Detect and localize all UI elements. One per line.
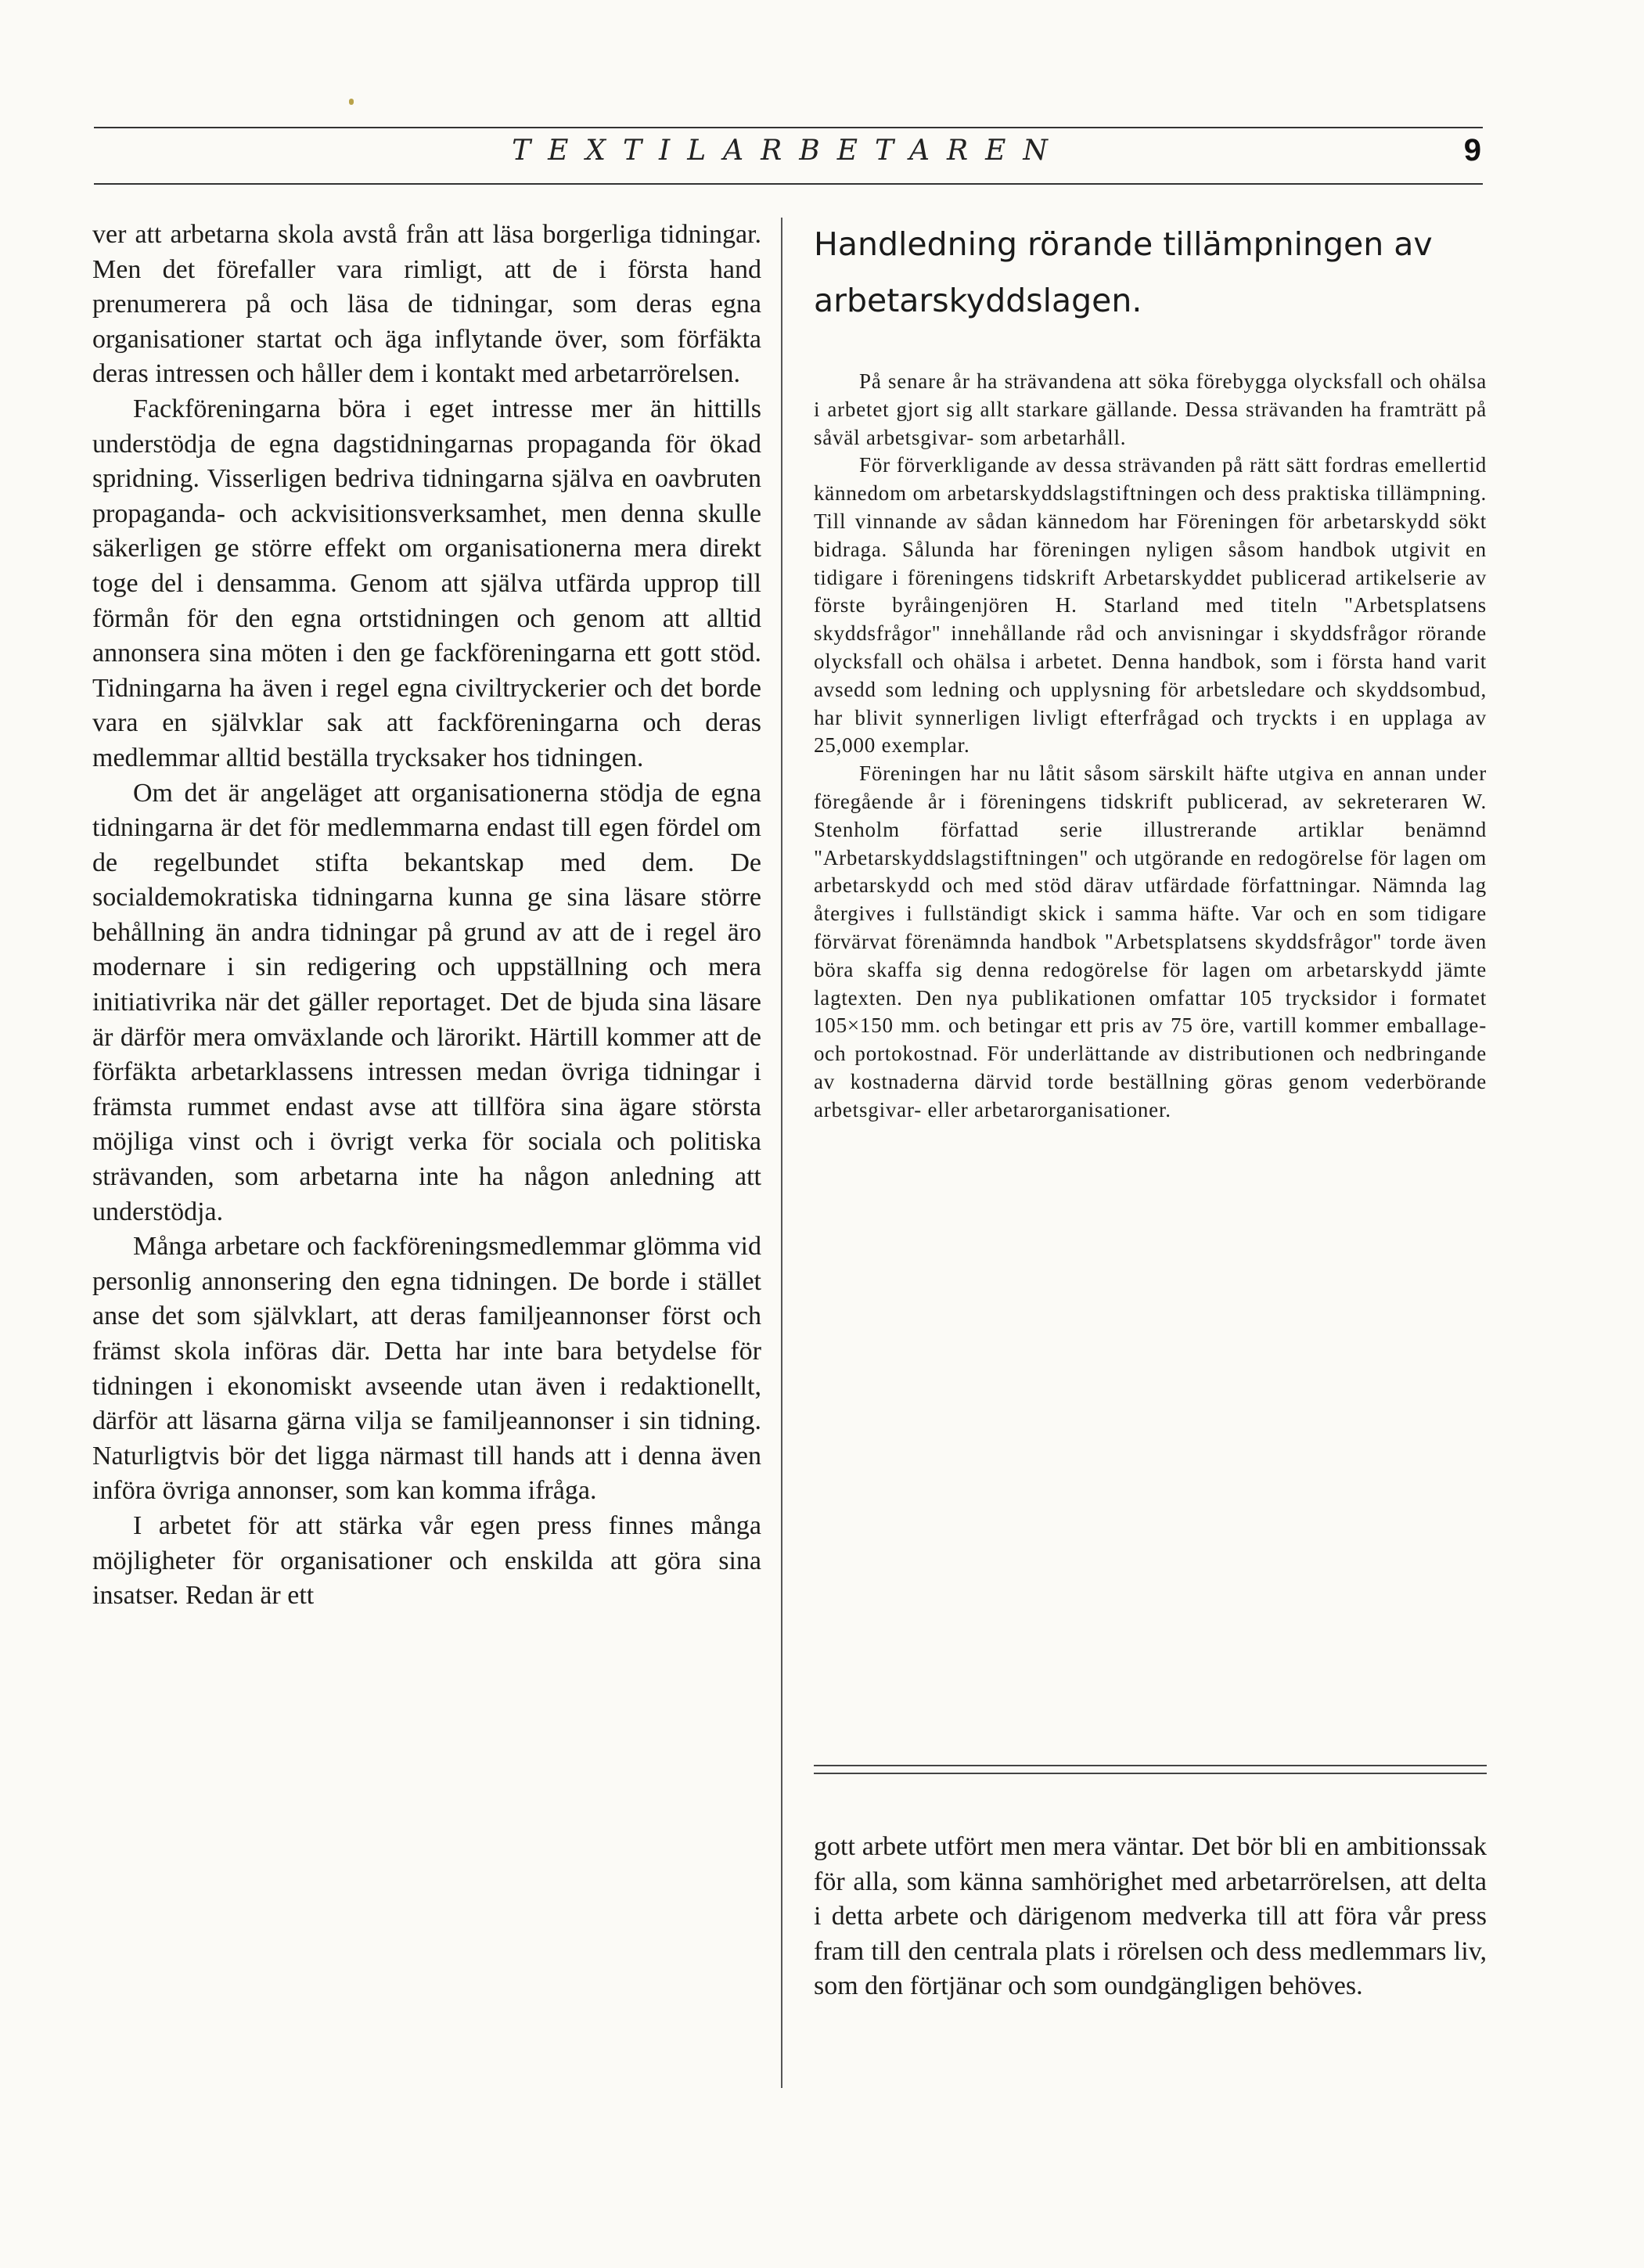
paragraph: ver att arbetarna skola avstå från att läsa borgerliga tidningar. Men det förefaller vara rimligt, att de i första hand prenumerera på och läsa de tidningar, som deras egna organisationer startat och äga inflytande över, som förfäkta deras intressen och håller dem i kontakt med arbetarrörelsen.	[92, 220, 761, 389]
paragraph: I arbetet för att stärka vår egen press finnes många möjligheter för organisationer och enskilda att göra sina insatser. Redan är ett	[92, 1510, 761, 1611]
paragraph: Fackföreningarna böra i eget intresse mer än hittills understödja de egna dagstidningarnas propaganda för ökad spridning. Visserligen bedriva tidningarna själva en oavbruten propaganda- och ackvisitionsverksamhet, men denna skulle säkerligen ge större effekt om organisationerna mera direkt toge del i densamma. Genom att själva utfärda upprop till förmån för den egna ortstidningen och genom att alltid annonsera sina möten i den ge fackföreningarna ett gott stöd. Tidningarna ha även i regel egna civiltryckerier och det borde vara en självklar sak att fackföreningarna och deras medlemmar alltid beställa trycksaker hos tidningen.	[92, 394, 761, 772]
paragraph: Många arbetare och fackföreningsmedlemmar glömma vid personlig annonsering den egna tidningen. De borde i stället anse det som självklart, att deras familjeannonser först och främst skola införas där. Detta har inte bara betydelse för tidningen i ekonomiskt avseende utan även i redaktionellt, därför att läsarna gärna vilja se familjeannonser i sin tidning. Naturligtvis bör det ligga närmast till hands att i denna även införa övriga annonser, som kan komma ifråga.	[92, 1232, 761, 1506]
ink-speck	[349, 99, 354, 105]
paragraph: På senare år ha strävandena att söka förebygga olycksfall och ohälsa i arbetet gjort sig allt starkare gällande. Dessa strävanden ha framträtt på såväl arbetsgivar- som arbetarhåll.	[814, 369, 1487, 449]
page-number: 9	[1463, 133, 1481, 167]
column-divider	[781, 218, 782, 2088]
left-column	[92, 218, 761, 1614]
paragraph: Föreningen har nu låtit såsom särskilt häfte utgiva en annan under föregående år i föreningens tidskrift publicerad, av sekreteraren W. Stenholm författad serie illustrerande artiklar benämnd "Arbetarskyddslagstiftningen" och utgörande en redogörelse för lagen om arbetarskydd och med stöd därav utfärdade författningar. Nämnda lag återgives i fullständigt skick i samma häfte. Var och en som tidigare förvärvat förenämnda handbok "Arbetsplatsens skyddsfrågor" torde även böra skaffa sig denna redogörelse för lagen om arbetarskydd jämte lagtexten. Den nya publikationen omfattar 105 trycksidor i formatet 105×150 mm. och betingar ett pris av 75 öre, vartill kommer emballage- och portokostnad. För underlättande av distributionen och nedbringande av kostnaderna därvid torde beställning göras genom vederbörande arbetsgivar- eller arbetarorganisationer.	[814, 761, 1487, 1121]
page-header	[94, 127, 1483, 185]
article-body	[814, 368, 1487, 1125]
paragraph: Om det är angeläget att organisationerna stödja de egna tidningarna är det för medlemmarna endast till egen fördel om de regelbundet stifta bekantskap med dem. De socialdemokratiska tidningarna kunna ge sina läsare större behållning än andra tidningar på grund av att de i regel äro modernare i sin redigering och uppställning och mera initiativrika när det gäller reportaget. Det de bjuda sina läsare är därför mera omväxlande och lärorikt. Härtill kommer att de förfäkta arbetarklassens intressen medan övriga tidningar i främsta rummet endast avse att tillföra sina ägare största möjliga vinst och i övrigt verka för sociala och politiska strävanden, som arbetarna inte ha någon anledning att understödja.	[92, 778, 761, 1226]
continuation-column	[814, 1830, 1487, 2004]
paragraph: gott arbete utfört men mera väntar. Det bör bli en ambitionssak för alla, som känna samhörighet med arbetarrörelsen, att delta i detta arbete och därigenom medverka till att föra vår press fram till den centrala plats i rörelsen och dess medlemmars liv, som den förtjänar och som oundgängligen behöves.	[814, 1832, 1487, 2001]
section-divider	[814, 1765, 1487, 1774]
publication-title: TEXTILARBETAREN	[512, 135, 1065, 167]
paragraph: För förverkligande av dessa strävanden på rätt sätt fordras emellertid kännedom om arbetarskyddslagstiftningen och dess praktiska tillämpning. Till vinnande av sådan kännedom har Föreningen för arbetarskydd sökt bidraga. Sålunda har föreningen nyligen såsom handbok utgivit en tidigare i föreningens tidskrift Arbetarskyddet publicerad artikelserie av förste byråingenjören H. Starland med titeln "Arbetsplatsens skyddsfrågor" innehållande råd och anvisningar i skyddsfrågor rörande olycksfall och ohälsa i arbetet. Denna handbok, som i första hand varit avsedd som ledning och upplysning för arbetsledare och skyddsombud, har blivit synnerligen livligt efterfrågad och tryckts i en upplaga av 25,000 exemplar.	[814, 453, 1487, 758]
article-title: Handledning rörande tillämpningen av arbetarskyddslagen.	[814, 225, 1433, 319]
